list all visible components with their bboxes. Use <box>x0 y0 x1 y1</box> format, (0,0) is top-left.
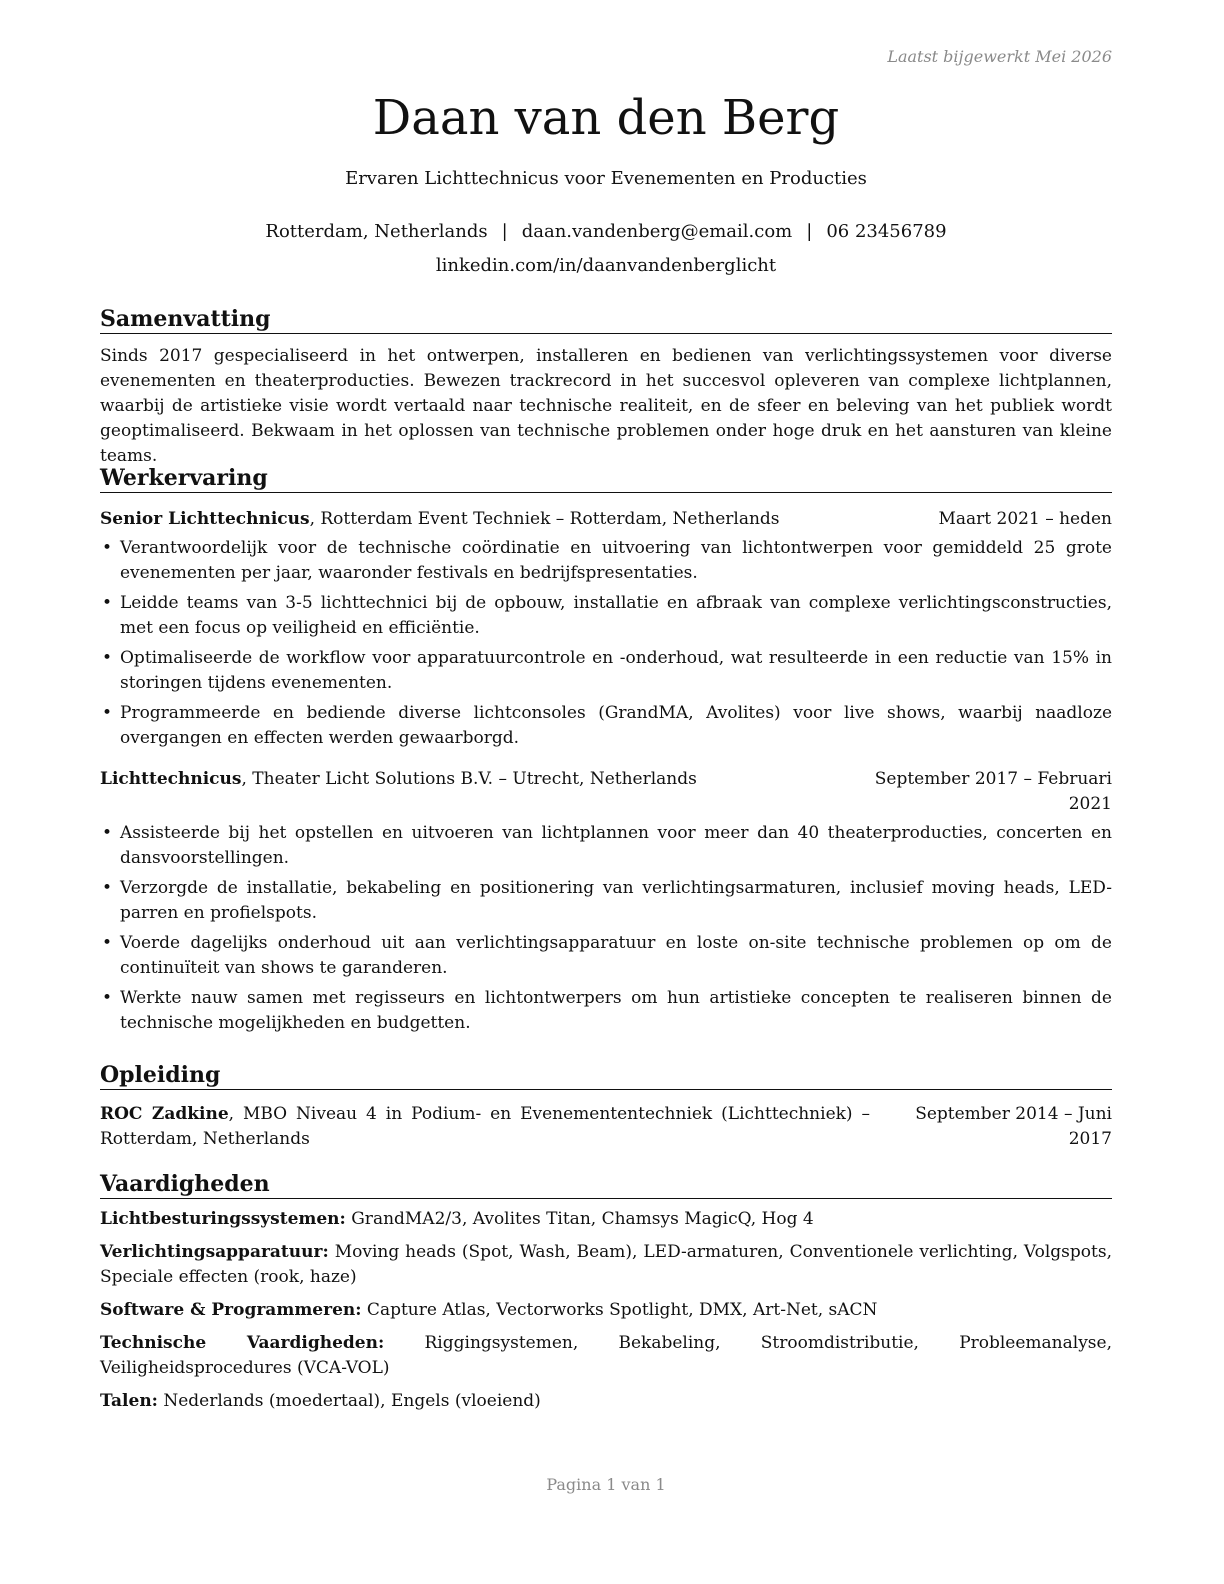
skill-row <box>100 1389 1112 1414</box>
headline: Ervaren Lichttechnicus voor Evenementen en Producties <box>345 168 867 189</box>
skill-value: Moving heads (Spot, Wash, Beam), LED-armaturen, Conventionele verlichting, Volgspots, Speciale effecten (rook, haze) <box>100 1242 1112 1287</box>
job-header <box>100 507 1112 532</box>
list-item <box>100 986 1112 1036</box>
job-bullets <box>100 821 1112 1036</box>
list-item <box>100 591 1112 641</box>
list-item <box>100 876 1112 926</box>
bullet-text: Leidde teams van 3-5 lichttechnici bij de opbouw, installatie en afbraak van complexe verlichtingsconstructies, met een focus op veiligheid en efficiëntie. <box>120 593 1112 638</box>
job-entry <box>100 767 1112 1036</box>
job-role: Senior Lichttechnicus <box>100 509 310 529</box>
location: Rotterdam, Netherlands <box>265 221 488 242</box>
bullet-text: Programmeerde en bediende diverse lichtconsoles (GrandMA, Avolites) voor live shows, waarbij naadloze overgangen en effecten werden gewaarborgd. <box>120 703 1112 748</box>
skill-label: Verlichtingsapparatuur: <box>100 1242 329 1262</box>
page-number: Pagina 1 van 1 <box>546 1475 666 1494</box>
job-bullets <box>100 536 1112 751</box>
bullet-text: Verantwoordelijk voor de technische coördinatie en uitvoering van lichtontwerpen voor gemiddeld 25 grote evenementen per jaar, waaronder festivals en bedrijfspresentaties. <box>120 538 1112 583</box>
summary-text: Sinds 2017 gespecialiseerd in het ontwerpen, installeren en bedienen van verlichtingssystemen voor diverse evenementen en theaterproducties. Bewezen trackrecord in het succesvol opleveren van complexe lichtplannen, waarbij de artistieke visie wordt vertaald naar technische realiteit, en de sfeer en beleving van het publiek wordt geoptimaliseerd. Bekwaam in het oplossen van technische problemen onder hoge druk en het aansturen van kleine teams. <box>100 346 1112 466</box>
section-title-skills: Vaardigheden <box>100 1171 1112 1199</box>
job-entry <box>100 507 1112 751</box>
job-company: , Theater Licht Solutions B.V. – Utrecht, Netherlands <box>241 769 697 789</box>
bullet-text: Assisteerde bij het opstellen en uitvoeren van lichtplannen voor meer dan 40 theaterproducties, concerten en dansvoorstellingen. <box>120 823 1112 868</box>
job-company: , Rotterdam Event Techniek – Rotterdam, Netherlands <box>309 509 780 529</box>
list-item <box>100 701 1112 751</box>
email-link[interactable]: daan.vandenberg@email.com <box>521 221 793 242</box>
list-item <box>100 646 1112 696</box>
job-dates: Maart 2021 – heden <box>938 509 1112 529</box>
separator: | <box>501 221 508 242</box>
skill-value: GrandMA2/3, Avolites Titan, Chamsys MagicQ, Hog 4 <box>345 1209 814 1229</box>
last-updated: Laatst bijgewerkt Mei 2026 <box>887 47 1112 66</box>
bullet-text: Werkte nauw samen met regisseurs en lichtontwerpers om hun artistieke concepten te realiseren binnen de technische mogelijkheden en budgetten. <box>120 988 1112 1033</box>
job-header <box>100 767 1112 817</box>
skill-label: Lichtbesturingssystemen: <box>100 1209 346 1229</box>
job-role: Lichttechnicus <box>100 769 242 789</box>
contact-line <box>100 219 1112 244</box>
skill-row <box>100 1240 1112 1290</box>
candidate-name: Daan van den Berg <box>372 90 840 146</box>
job-dates: September 2017 – Februari 2021 <box>874 769 1112 814</box>
list-item <box>100 821 1112 871</box>
section-title-education: Opleiding <box>100 1062 1112 1090</box>
skill-row <box>100 1298 1112 1323</box>
skill-value: Capture Atlas, Vectorworks Spotlight, DMX, Art-Net, sACN <box>361 1300 878 1320</box>
resume-page <box>100 0 1112 1584</box>
skill-label: Technische Vaardigheden: <box>100 1333 385 1353</box>
experience-section <box>100 465 1112 1041</box>
skill-label: Talen: <box>100 1391 158 1411</box>
education-entry <box>100 1102 1112 1152</box>
bullet-icon: • <box>102 593 113 613</box>
linkedin-link[interactable]: linkedin.com/in/daanvandenberglicht <box>435 255 777 276</box>
skills-section <box>100 1171 1112 1414</box>
skill-label: Software & Programmeren: <box>100 1300 362 1320</box>
skill-row <box>100 1207 1112 1232</box>
section-title-experience: Werkervaring <box>100 465 1112 493</box>
bullet-icon: • <box>102 538 113 558</box>
education-institution <box>100 1102 870 1152</box>
education-detail: , MBO Niveau 4 in Podium- en Evenemententechniek (Lichttechniek) – Rotterdam, Netherlands <box>100 1104 870 1149</box>
bullet-icon: • <box>102 988 113 1008</box>
bullet-icon: • <box>102 648 113 668</box>
education-dates: September 2014 – Juni 2017 <box>915 1104 1112 1149</box>
bullet-icon: • <box>102 878 113 898</box>
bullet-text: Voerde dagelijks onderhoud uit aan verlichtingsapparatuur en loste on-site technische problemen op om de continuïteit van shows te garanderen. <box>120 933 1112 978</box>
education-section <box>100 1062 1112 1152</box>
skill-value: Riggingsystemen, Bekabeling, Stroomdistributie, Probleemanalyse, Veiligheidsprocedures (VCA-VOL) <box>100 1333 1112 1378</box>
list-item <box>100 536 1112 586</box>
separator: | <box>806 221 813 242</box>
bullet-text: Verzorgde de installatie, bekabeling en positionering van verlichtingsarmaturen, inclusief moving heads, LED-parren en profielspots. <box>120 878 1112 923</box>
bullet-text: Optimaliseerde de workflow voor apparatuurcontrole en -onderhoud, wat resulteerde in een reductie van 15% in storingen tijdens evenementen. <box>120 648 1112 693</box>
skill-row <box>100 1331 1112 1381</box>
skill-value: Nederlands (moedertaal), Engels (vloeiend) <box>157 1391 541 1411</box>
summary-section <box>100 306 1112 469</box>
bullet-icon: • <box>102 933 113 953</box>
school-name: ROC Zadkine <box>100 1104 229 1124</box>
phone: 06 23456789 <box>826 221 947 242</box>
bullet-icon: • <box>102 703 113 723</box>
bullet-icon: • <box>102 823 113 843</box>
section-title-summary: Samenvatting <box>100 306 1112 334</box>
list-item <box>100 931 1112 981</box>
